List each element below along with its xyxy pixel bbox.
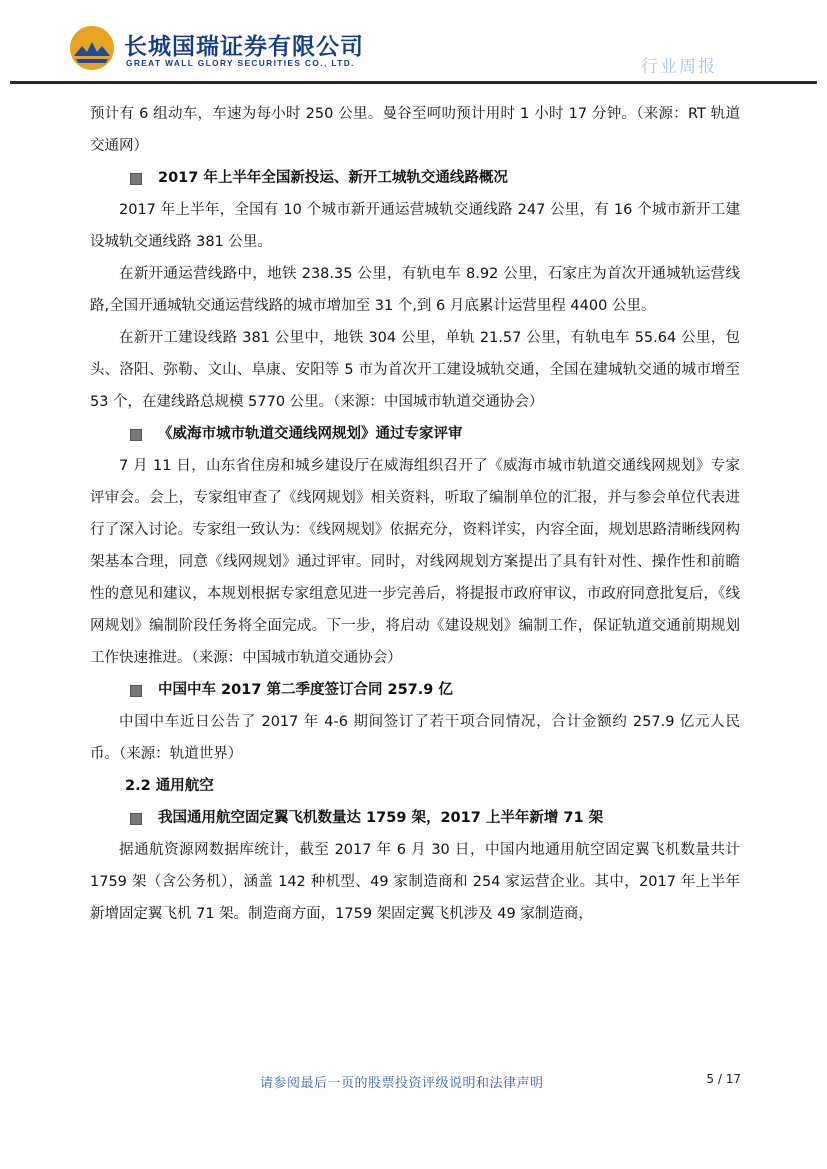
square-bullet-icon: [130, 685, 142, 697]
paragraph-7: 据通航资源网数据库统计，截至 2017 年 6 月 30 日，中国内地通用航空固定翼飞机数量共计 1759 架（含公务机），涵盖 142 种机型、49 家制造商和 254 家运营企业。其中，2017 年上半年新增固定翼飞机 71 架。制造商方面，1759 架固定翼飞机涉及 49 家制造商，: [90, 842, 740, 922]
square-bullet-icon: [130, 813, 142, 825]
section-heading: 2.2 通用航空: [125, 778, 214, 794]
company-name-cn: 长城国瑞证券有限公司: [124, 34, 364, 60]
report-type-label: 行业周报: [641, 57, 717, 77]
square-bullet-icon: [130, 173, 142, 185]
paragraph-1: 预计有 6 组动车，车速为每小时 250 公里。曼谷至呵叻预计用时 1 小时 17 分钟。（来源：RT 轨道交通网）: [90, 106, 740, 154]
page-number: 5 / 17: [706, 1072, 741, 1086]
document-body: [90, 98, 740, 930]
paragraph-3: 在新开通运营线路中，地铁 238.35 公里，有轨电车 8.92 公里，石家庄为首次开通城轨运营线路,全国开通城轨交通运营线路的城市增加至 31 个,到 6 月底累计运营里程 4400 公里。: [90, 266, 740, 314]
paragraph-5: 7 月 11 日，山东省住房和城乡建设厅在威海组织召开了《威海市城市轨道交通线网规划》专家评审会。会上，专家组审查了《线网规划》相关资料，听取了编制单位的汇报，并与参会单位代表进行了深入讨论。专家组一致认为：《线网规划》依据充分，资料详实，内容全面，规划思路清晰线网构架基本合理，同意《线网规划》通过评审。同时，对线网规划方案提出了具有针对性、操作性和前瞻性的意见和建议，本规划根据专家组意见进一步完善后，将提报市政府审议，市政府同意批复后，《线网规划》编制阶段任务将全面完成。下一步，将启动《建设规划》编制工作，保证轨道交通前期规划工作快速推进。（来源：中国城市轨道交通协会）: [90, 458, 740, 666]
page-footer: [0, 1066, 827, 1096]
paragraph-6: 中国中车近日公告了 2017 年 4-6 期间签订了若干项合同情况，合计金额约 257.9 亿元人民币。（来源：轨道世界）: [90, 714, 740, 762]
paragraph-2: 2017 年上半年，全国有 10 个城市新开通运营城轨交通线路 247 公里，有 16 个城市新开工建设城轨交通线路 381 公里。: [90, 202, 740, 250]
square-bullet-icon: [130, 429, 142, 441]
company-name-en: GREAT WALL GLORY SECURITIES CO., LTD.: [126, 58, 355, 68]
news-heading-1: [90, 162, 740, 194]
page-header: [0, 0, 827, 92]
news-heading-3-text: 中国中车 2017 第二季度签订合同 257.9 亿: [158, 682, 453, 698]
news-heading-3: [90, 674, 740, 706]
news-heading-1-text: 2017 年上半年全国新投运、新开工城轨交通线路概况: [158, 170, 508, 186]
header-divider: [10, 81, 817, 84]
news-heading-4: [90, 802, 740, 834]
news-heading-4-text: 我国通用航空固定翼飞机数量达 1759 架，2017 上半年新增 71 架: [158, 810, 604, 826]
footer-disclaimer: 请参阅最后一页的股票投资评级说明和法律声明: [260, 1076, 544, 1091]
company-logo-icon: [70, 26, 114, 70]
news-heading-2-text: 《威海市城市轨道交通线网规划》通过专家评审: [158, 426, 463, 442]
news-heading-2: [90, 418, 740, 450]
paragraph-4: 在新开工建设线路 381 公里中，地铁 304 公里，单轨 21.57 公里，有轨电车 55.64 公里，包头、洛阳、弥勒、文山、阜康、安阳等 5 市为首次开工建设城轨交通，全国在建城轨交通的城市增至 53 个，在建线路总规模 5770 公里。（来源：中国城市轨道交通协会）: [90, 330, 740, 410]
